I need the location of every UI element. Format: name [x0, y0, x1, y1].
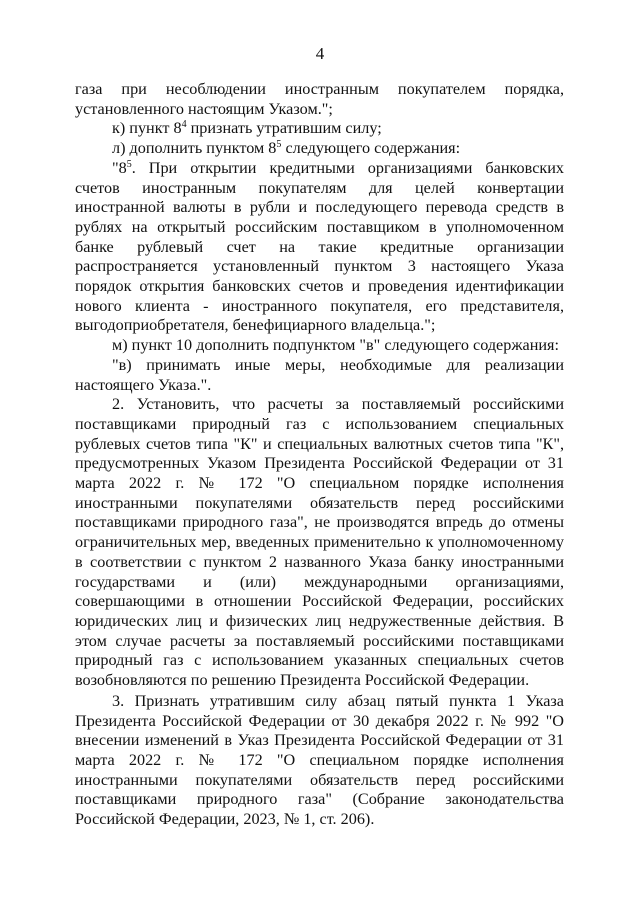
- paragraph-point-8-5: [75, 159, 564, 336]
- subitem-k-superscript: 4: [181, 119, 187, 131]
- subitem-l-text-end: следующего содержания:: [281, 139, 461, 158]
- document-body: [75, 80, 564, 830]
- paragraph-subitem-l: [75, 139, 564, 159]
- subitem-l-superscript: 5: [276, 139, 282, 151]
- point-8-5-text: . При открытии кредитными организациями банковских счетов иностранным покупателям для целей конвертации иностранной валюты в рубли и последующего перевода средств в рублях на открытый российским поставщиком в уполномоченном банке рублевый счет на такие кредитные организации распространяется установленный пунктом 3 настоящего Указа порядок открытия банковских счетов и проведения идентификации нового клиента - иностранного покупателя, его представителя, выгодоприобретателя, бенефициарного владельца.";: [75, 158, 564, 335]
- point-8-5-number: "8: [112, 158, 127, 177]
- paragraph-subitem-m: м) пункт 10 дополнить подпунктом "в" следующего содержания:: [112, 336, 559, 355]
- paragraph-subitem-k: [75, 119, 564, 139]
- subitem-k-text-end: признать утратившим силу;: [186, 119, 382, 138]
- paragraph-subitem-m-v: "в) принимать иные меры, необходимые для реализации настоящего Указа.".: [75, 355, 564, 394]
- subitem-l-text: л) дополнить пунктом 8: [112, 139, 277, 158]
- paragraph-item-3: 3. Признать утратившим силу абзац пятый пункта 1 Указа Президента Российской Федерации от 30 декабря 2022 г. № 992 "О внесении изменений в Указ Президента Российской Федерации от 31 марта 2022 г. № 172 "О специальном порядке исполнения иностранными покупателями обязательств перед российскими поставщиками природного газа" (Собрание законодательства Российской Федерации, 2023, № 1, ст. 206).: [75, 691, 564, 829]
- paragraph-item-2: 2. Установить, что расчеты за поставляемый российскими поставщиками природный газ с использованием специальных рублевых счетов типа "К" и специальных валютных счетов типа "К", предусмотренных Указом Президента Российской Федерации от 31 марта 2022 г. № 172 "О специальном порядке исполнения иностранными покупателями обязательств перед российскими поставщиками природного газа", не производятся впредь до отмены ограничительных мер, введенных применительно к уполномоченному в соответствии с пунктом 2 названного Указа банку иностранными государствами и (или) международными организациями, совершающими в отношении Российской Федерации, российских юридических лиц и физических лиц недружественные действия. В этом случае расчеты за поставляемый российскими поставщиками природный газ с использованием указанных специальных счетов возобновляются по решению Президента Российской Федерации.: [75, 395, 564, 690]
- point-8-5-superscript: 5: [126, 158, 132, 170]
- subitem-k-text: к) пункт 8: [112, 119, 182, 138]
- paragraph-continuation: газа при несоблюдении иностранным покупателем порядка, установленного настоящим Указом.";: [75, 80, 564, 118]
- page-number: 4: [315, 44, 325, 63]
